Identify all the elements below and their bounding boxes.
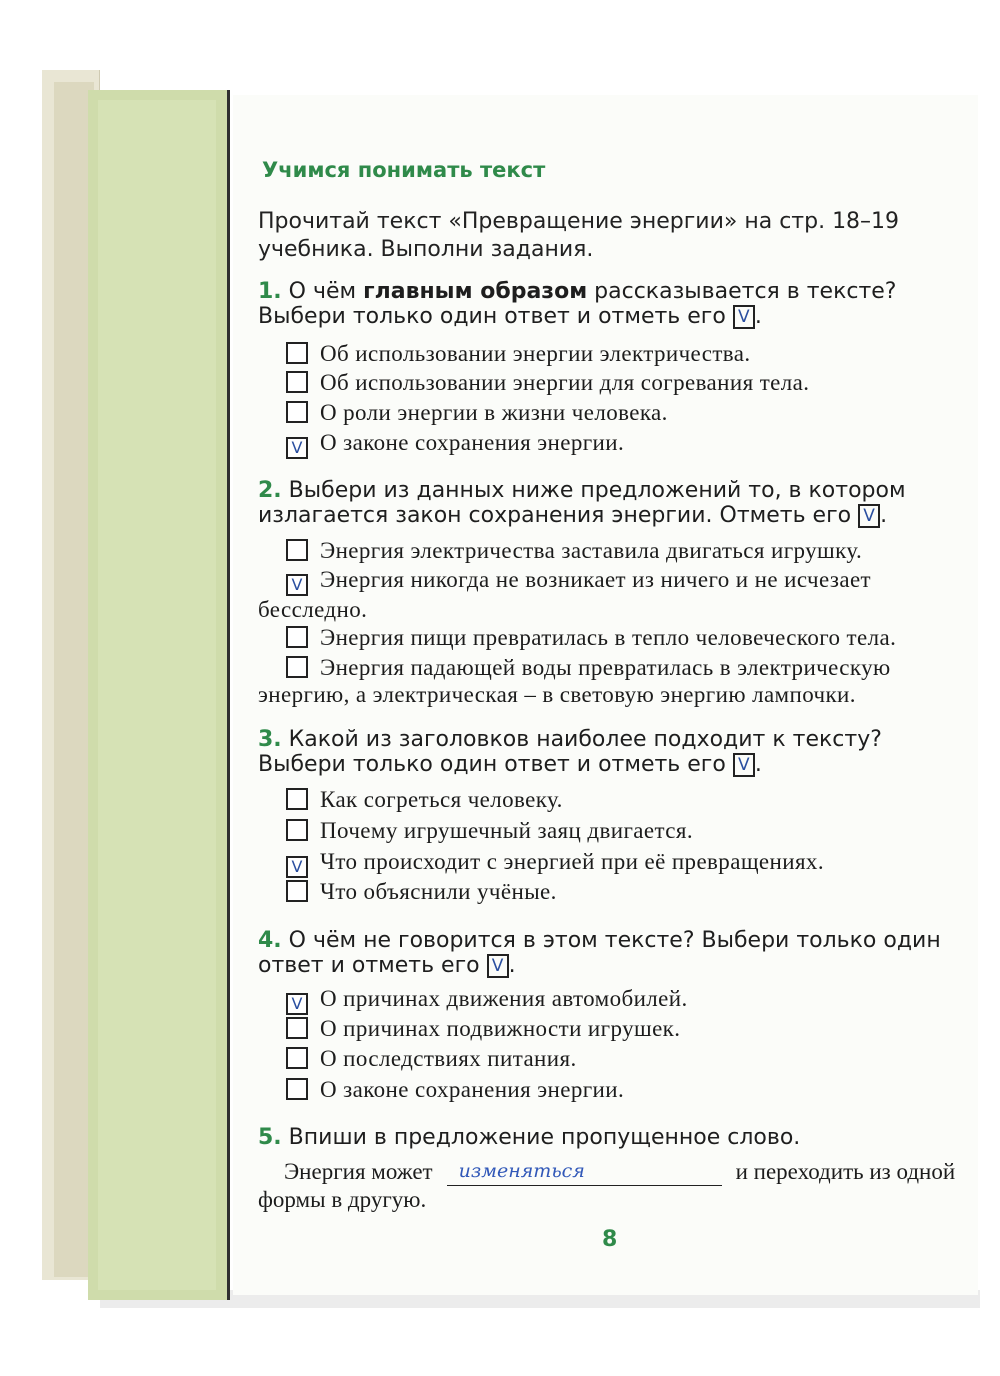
option-text: О последствиях питания. — [320, 1046, 577, 1071]
task-4-number: 4. — [258, 928, 282, 953]
sentence-before: Энергия может — [284, 1159, 433, 1184]
option-text: Энергия пищи превратилась в тепло человеческого тела. — [320, 625, 897, 650]
option-text: Об использовании энергии для согревания тела. — [320, 370, 810, 395]
option-text: Что происходит с энергией при её превращениях. — [320, 849, 824, 874]
checkbox[interactable] — [286, 1078, 308, 1100]
option-text: О законе сохранения энергии. — [320, 1077, 625, 1102]
task-2-option-1[interactable] — [258, 537, 968, 564]
task-4-text: О чём не говорится в этом тексте? Выбери только один ответ и отметь его — [258, 928, 941, 978]
mark-sample-box: V — [733, 753, 755, 777]
checkbox[interactable] — [286, 788, 308, 810]
checkbox[interactable] — [286, 371, 308, 393]
task-5-sentence — [258, 1158, 968, 1214]
checkbox[interactable] — [286, 656, 308, 678]
task-5-text: Впиши в предложение пропущенное слово. — [288, 1125, 801, 1150]
option-text: Энергия никогда не возникает из ничего и не исчезает бесследно. — [258, 567, 872, 622]
checkbox-checked[interactable]: V — [286, 856, 308, 878]
sentence-after: и переходить из одной формы в другую. — [258, 1159, 956, 1212]
option-text: О причинах подвижности игрушек. — [320, 1016, 681, 1041]
checkbox[interactable] — [286, 401, 308, 423]
green-sidebar-inner — [98, 100, 216, 1290]
intro-text: Прочитай текст «Превращение энергии» на стр. 18–19 учебника. Выполни задания. — [258, 209, 900, 262]
option-text: Энергия электричества заставила двигаться игрушку. — [320, 538, 863, 563]
task-1-option-3[interactable] — [258, 399, 968, 426]
option-text: О роли энергии в жизни человека. — [320, 400, 668, 425]
task-1-text-bold: главным образом — [363, 279, 588, 304]
handwritten-answer: изменяться — [458, 1160, 585, 1182]
task-3-text: Какой из заголовков наиболее подходит к тексту? Выбери только один ответ и отметь его — [258, 727, 882, 777]
task-1-option-2[interactable] — [258, 369, 968, 396]
task-2-number: 2. — [258, 478, 282, 503]
task-3-option-3[interactable] — [258, 848, 968, 878]
checkbox[interactable] — [286, 539, 308, 561]
checkbox-checked[interactable]: V — [286, 437, 308, 459]
task-2-option-3[interactable] — [258, 624, 968, 651]
task-1-option-4[interactable] — [258, 429, 968, 459]
task-2-option-4[interactable] — [258, 654, 968, 708]
task-4-option-4[interactable] — [258, 1076, 968, 1103]
task-2-question: 2. Выбери из данных ниже предложений то, в котором излагается закон сохранения энергии. Отметь его V . — [258, 478, 906, 528]
checkbox[interactable] — [286, 626, 308, 648]
option-text: Как согреться человеку. — [320, 787, 563, 812]
task-1-question: 1. О чём главным образом рассказывается в тексте? Выбери только один ответ и отметь его V . — [258, 279, 897, 329]
section-title: Учимся понимать текст — [262, 158, 546, 182]
task-3-option-4[interactable] — [258, 878, 968, 905]
option-text: Об использовании энергии электричества. — [320, 341, 751, 366]
checkbox[interactable] — [286, 819, 308, 841]
task-5-question — [258, 1125, 968, 1150]
checkbox[interactable] — [286, 342, 308, 364]
task-1-number: 1. — [258, 279, 282, 304]
option-text: О законе сохранения энергии. — [320, 430, 625, 455]
answer-blank[interactable] — [447, 1160, 722, 1186]
task-1-text-after: рассказывается в тексте? Выбери только один ответ и отметь его — [258, 279, 897, 329]
checkbox[interactable] — [286, 1017, 308, 1039]
task-3-number: 3. — [258, 727, 282, 752]
option-text: О причинах движения автомобилей. — [320, 986, 688, 1011]
task-3-option-2[interactable] — [258, 817, 968, 844]
task-2-option-2[interactable] — [258, 566, 968, 623]
task-3-option-1[interactable] — [258, 786, 968, 813]
option-text: Почему игрушечный заяц двигается. — [320, 818, 693, 843]
task-4-option-3[interactable] — [258, 1045, 968, 1072]
option-text: Энергия падающей воды превратилась в электрическую энергию, а электрическая – в световую энергию лампочки. — [258, 655, 891, 707]
mark-sample-box: V — [733, 305, 755, 329]
task-3-question: 3. Какой из заголовков наиболее подходит к тексту? Выбери только один ответ и отметь его V . — [258, 727, 882, 777]
task-1-option-1[interactable] — [258, 340, 968, 367]
checkbox-checked[interactable]: V — [286, 993, 308, 1015]
task-4-option-1[interactable] — [258, 985, 968, 1015]
mark-sample-box: V — [858, 504, 880, 528]
task-4-question: 4. О чём не говорится в этом тексте? Выбери только один ответ и отметь его V . — [258, 928, 941, 978]
task-2-text: Выбери из данных ниже предложений то, в котором излагается закон сохранения энергии. Отметь его — [258, 478, 906, 528]
task-1-text-before: О чём — [288, 279, 364, 304]
task-4-option-2[interactable] — [258, 1015, 968, 1042]
mark-sample-box: V — [487, 954, 509, 978]
checkbox[interactable] — [286, 1047, 308, 1069]
task-5-number: 5. — [258, 1125, 282, 1150]
checkbox-checked[interactable]: V — [286, 574, 308, 596]
page-number: 8 — [602, 1227, 618, 1252]
checkbox[interactable] — [286, 880, 308, 902]
option-text: Что объяснили учёные. — [320, 879, 557, 904]
